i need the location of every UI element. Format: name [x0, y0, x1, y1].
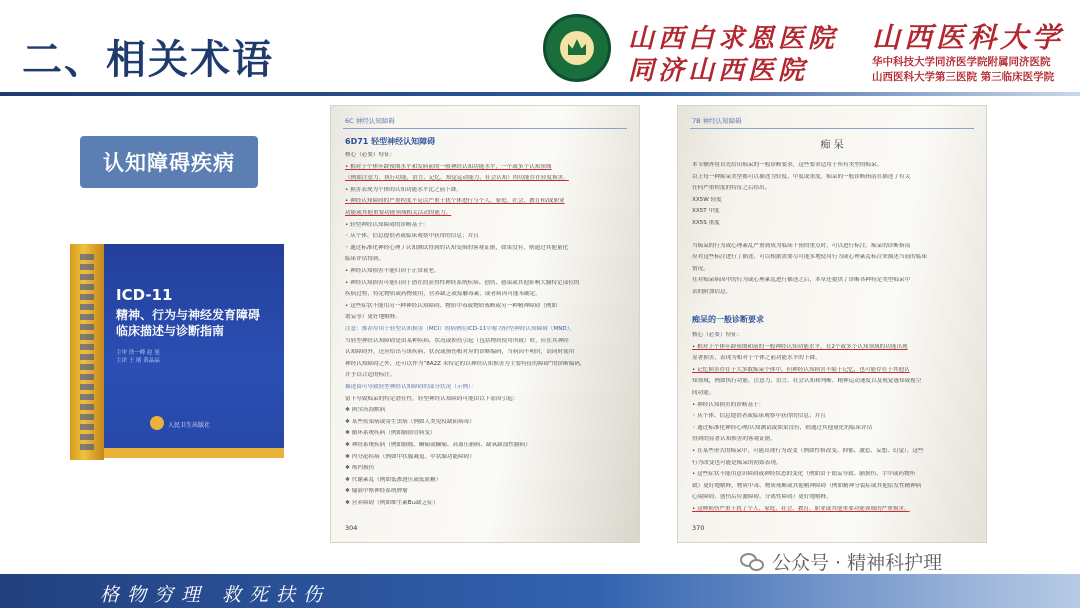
- right-page-text-line: • 相对于个体年龄预期和前的一般神经认知功能水平，在2个或多个认知领域的功能出现: [692, 343, 908, 350]
- left-page-text-line: 神经认知障碍之外，还可以作为“8A2Z 未特定的以神经认知损害为主要特征的障碍”的诊断编码，: [345, 360, 586, 367]
- footer-motto: 格物穷理 救死扶伤: [100, 584, 331, 606]
- book-front: [104, 244, 284, 458]
- right-page-text-line: • 记忆损害存在于大多数痴呆个体中，但神经认知损害不限于记忆，也可能存在于其他认: [692, 366, 910, 373]
- left-page-text-line: ❖ 颅内损伤: [345, 465, 375, 472]
- left-page-text-line: 当轻型神经认知障碍是由某种疾病、状况或损伤引起（包括物质使用所致）时，应在其神经: [345, 337, 569, 344]
- right-page-text-line: • 神经认知损害的诊断基于：: [692, 401, 765, 408]
- right-page-text-line: 核心（必要）特征：: [692, 332, 743, 338]
- right-page-section-title: 痴呆的一般诊断要求: [692, 315, 764, 324]
- right-page-text-line: • 这种损伤严重干扰了个人、家庭、社会、教育、职业或其他重要功能领域的严重损害。: [692, 506, 910, 512]
- hospital-logo: [543, 14, 611, 82]
- university-subtitle-2: 山西医科大学第三医院 第三临床医学院: [872, 71, 1055, 83]
- book-editors-1: 主审 徐一峰 赵 旭: [116, 350, 160, 356]
- right-page-text-line: 本节额外将首先给出痴呆的一般诊断要求，这些要求适用于所有类型的痴呆。: [692, 162, 883, 168]
- left-page-text-line: ❖ 代谢紊乱（例如低渗透压或低血糖）: [345, 476, 442, 483]
- left-page-text-line: • 轻型神经认知障碍的诊断基于：: [345, 221, 429, 228]
- right-page-text-line: 应对这些标注进行了描述，可以根据需要尽可能多地使用行为或心理紊乱标注来描述当前的临床: [692, 254, 927, 260]
- right-page-text-line: 情况。: [692, 265, 709, 272]
- book-spine: [70, 244, 104, 460]
- left-page-text-line: ❖ 输液中枢神经系统肿瘤: [345, 488, 408, 495]
- book-publisher: 人民卫生出版社: [168, 422, 211, 429]
- right-page-text-line: 以上每一种痴呆类型都可以描述为轻度、中度或重度。痴呆的一般诊断指南在描述了有关: [692, 173, 911, 180]
- header-divider: [0, 92, 1080, 96]
- right-page-photo: [678, 106, 986, 542]
- watermark-text: 公众号 · 精神科护理: [772, 552, 943, 574]
- left-page-text-line: 留下导致痴呆的特定潜在性，轻型神经认知障碍可能由以下原因引起：: [345, 395, 519, 402]
- right-page-text-line: ◦ 通过标准化神经心理/认知测试或如果没有，则通过其他量化的临床评估: [692, 424, 873, 431]
- wechat-icon: [740, 551, 766, 573]
- right-page-text-line: 致）更好地解释，物质中毒、物质戒断或其他精神障碍（例如精神分裂症或其他原发性精神病: [692, 482, 922, 489]
- right-page-text-line: 得到的显著认知损害的客观证据。: [692, 436, 776, 443]
- right-page-text-line: XX5W 轻度: [692, 196, 722, 203]
- hospital-name-line1: 山西白求恩医院: [628, 24, 839, 54]
- book-cover-image: [34, 240, 300, 466]
- right-page-text-line: 当痴呆的行为或心理紊乱严重到成为临床干预的重点时，可以进行标注。痴呆的诊断指南: [692, 242, 911, 249]
- left-page-text-line: • 神经认知损害可能归因于潜在的获得性神经系统疾病、创伤、感染或其他影响大脑特定部位的: [345, 279, 580, 286]
- publisher-emblem-icon: [150, 416, 164, 430]
- book-title-en: ICD-11: [116, 286, 173, 304]
- right-page-running-header: 7B 神经认知障碍: [692, 117, 742, 125]
- left-page-text-line: ❖ 阿尔茨海默病: [345, 407, 386, 414]
- right-page-text-line: 表的附加信息。: [692, 288, 732, 295]
- right-page-text-line: • 这些症状不能用意识障碍或神经状态的变化（例如由于谵妄导致、脑损伤、手中或药物所: [692, 471, 916, 478]
- book-title-cn-line1: 精神、行为与神经发育障碍: [116, 308, 261, 322]
- right-page-text-line: 知领域，例如执行功能、注意力、语言、社会认知和判断、精神运动速度以及视觉感知或视空: [692, 378, 922, 385]
- left-page-text-line: • 损害表现为个体的认知功能水平比之前下降。: [345, 186, 462, 193]
- right-page-text-line: XX5T 中度: [692, 208, 720, 214]
- watermark: [740, 548, 942, 575]
- left-page-text-line: 临床评估得到。: [345, 256, 385, 263]
- left-page-running-header: 6C 神经认知障碍: [345, 117, 395, 125]
- left-page-text-line: 谵妄等）更好地解释。: [345, 314, 401, 321]
- right-page-text-line: • 在某些形式的痴呆中，可能出现行为改变（例如性格改变、抑郁、激惹、妄想、幻觉），这些: [692, 448, 924, 454]
- left-page-text-line: 认知障碍外，还应给出与该疾病、状况或损伤相对应的诊断编码，当病因不明时，请同时使用: [345, 349, 575, 356]
- left-page-text-line: 功能或其他重要功能领域相关活动的能力。: [345, 210, 452, 216]
- left-page-text-line: • 相对于个体年龄预期水平和发病前的一般神经认知功能水平，一个或多个认知领域: [345, 163, 552, 170]
- page-title: 二、相关术语: [22, 37, 274, 83]
- left-page-text-line: ❖ 内分泌疾病（例如甲状腺减退、甲状腺功能障碍）: [345, 453, 475, 460]
- book-title-cn-line2: 临床描述与诊断指南: [116, 324, 225, 338]
- hospital-name-line2: 同济山西医院: [628, 56, 809, 86]
- left-page-number: 304: [345, 524, 358, 532]
- left-page-text-line: 描述由可导致轻型神经认知障碍的部分状况（示例）：: [345, 384, 477, 390]
- left-page-text-line: ◦ 从个体、信息提供者或临床观察中获得的信息；并且: [345, 233, 479, 240]
- left-page-text-line: 核心（必要）特征：: [345, 152, 396, 158]
- left-page-text-line: 并予以合适的标注。: [345, 372, 396, 379]
- right-page-text-line: 在对痴呆病因中的行为或心理紊乱进行描述之后，本章还提供了诊断各种特定类型痴呆中: [692, 277, 911, 283]
- right-page-text-line: 显著损害，表现为相对于个体之前功能水平的下降。: [692, 355, 821, 362]
- left-page-text-line: • 神经认知损害不能归因于正常衰老。: [345, 268, 440, 274]
- right-page-number: 370: [692, 524, 705, 532]
- right-page-text-line: 任何严重程度的特征之后给出。: [692, 185, 771, 191]
- disease-label: 认知障碍疾病: [80, 136, 258, 188]
- right-page-text-line: ◦ 从个体、信息提供者或临床观察中获得的信息；并且: [692, 413, 826, 420]
- book-editors-2: 主译 王 刚 黄晶晶: [116, 358, 160, 364]
- right-page-text-line: 心境障碍、创伤后应激障碍、分离性障碍）更好地解释。: [692, 494, 832, 501]
- university-name: 山西医科大学: [872, 21, 1065, 54]
- right-page-text-line: 间功能。: [692, 390, 715, 396]
- left-page-text-line: （例如注意力、执行功能、语言、记忆、知觉运动能力、社会认知）的功能存在轻度损害。: [345, 175, 569, 182]
- right-page-title: 痴 呆: [820, 140, 844, 151]
- left-page-text-line: ❖ 神经系统疾病（例如脑瘤、癫痫或癫痫、高血压脑病、缺氧缺血性脑病）: [345, 442, 531, 448]
- left-page-text-line: ❖ 营养障碍（例如维生素B₁₂缺乏症）: [345, 500, 439, 506]
- left-page-text-line: ❖ 循环系统疾病（例如脑血管病变）: [345, 430, 436, 437]
- left-page-text-line: 疾病过程，特定物质或药物使用，营养缺乏或接触毒素，或者病因可能未确定。: [345, 291, 541, 298]
- left-page-section-title: 6D71 轻型神经认知障碍: [345, 137, 436, 146]
- left-page-text-line: ◦ 通过标准化神经心理 / 认知测试得到的认知受损的客观证据，如果没有，则通过其他量化: [345, 244, 569, 251]
- left-page-text-line: 注意：推荐应用于轻型认知损害（MCI）的病例在ICD-11中称为轻型神经认知障碍（MND）。: [345, 326, 576, 332]
- left-page-text-line: • 神经认知障碍的严重程度不足以严重干扰个体进行与个人、家庭、社会、教育和/或职业: [345, 198, 565, 205]
- left-page-text-line: ❖ 某些传染病或寄生虫病（例如人类免疫缺陷病毒）: [345, 418, 475, 425]
- left-page-photo: [331, 106, 639, 542]
- right-page-text-line: 行为改变也可能是痴呆的初始表现。: [692, 459, 782, 466]
- left-page-text-line: • 这些症状不能用另一种神经认知障碍、物质中毒或物质戒断或另一种精神障碍（例如: [345, 302, 558, 309]
- university-subtitle-1: 华中科技大学同济医学院附属同济医院: [872, 56, 1051, 68]
- right-page-text-line: XX5S 重度: [692, 219, 720, 226]
